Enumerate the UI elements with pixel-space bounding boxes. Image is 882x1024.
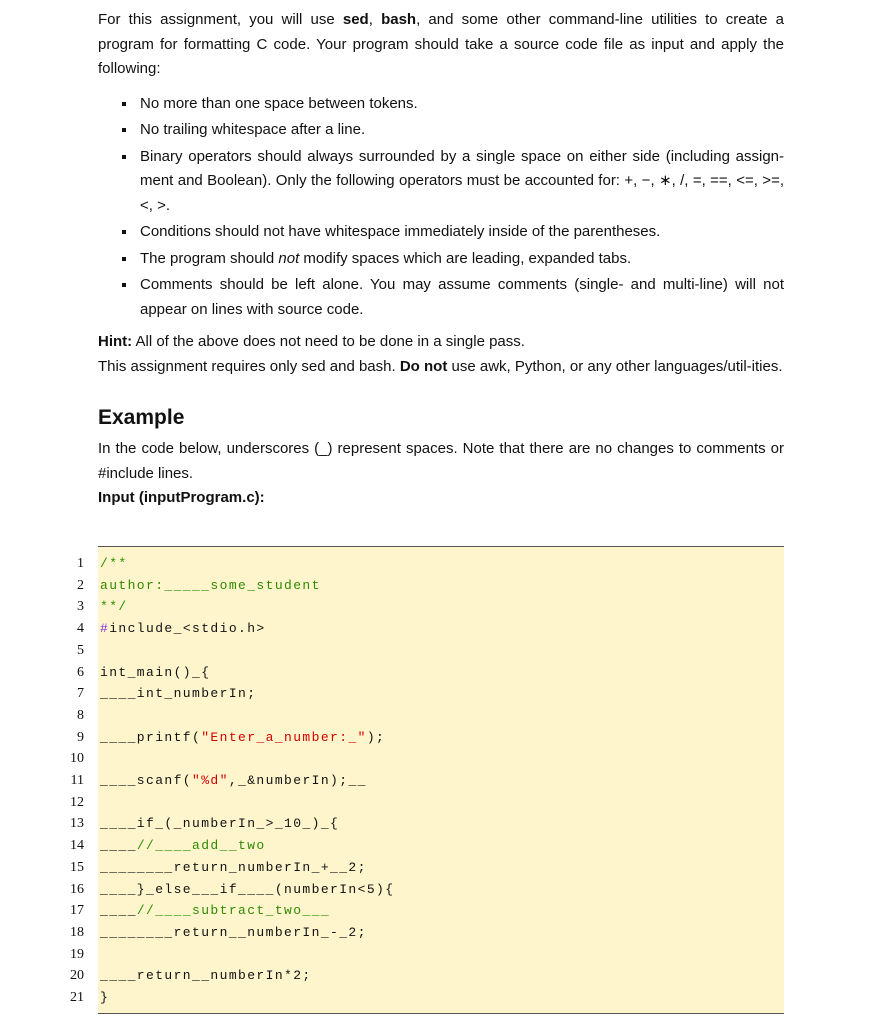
code-token: ____if_(_numberIn_>_10_)_{ xyxy=(100,816,340,832)
code-text xyxy=(100,879,394,901)
code-line xyxy=(77,683,784,705)
list-item: The program should not modify spaces which are leading, expanded tabs. xyxy=(140,247,784,272)
line-number: 1 xyxy=(77,556,84,571)
code-token: /** xyxy=(100,556,128,571)
code-token: ________return__numberIn_-_2; xyxy=(100,924,367,940)
code-line xyxy=(70,965,784,987)
code-token: ____ xyxy=(100,838,137,854)
line-number: 10 xyxy=(70,751,84,767)
code-token: "%d" xyxy=(192,773,229,788)
code-line xyxy=(70,900,784,922)
code-line xyxy=(77,596,784,618)
line-number: 6 xyxy=(77,664,84,680)
list-item: No more than one space between tokens. xyxy=(140,92,784,117)
example-heading: Example xyxy=(98,406,185,429)
line-number: 16 xyxy=(70,881,84,897)
code-line xyxy=(77,727,784,749)
code-line xyxy=(70,987,784,1009)
code-text xyxy=(100,575,321,597)
restriction-paragraph: This assignment requires only sed and bash. Do not use awk, Python, or any other languages/util-ities. xyxy=(98,357,783,375)
assignment-document xyxy=(98,8,784,511)
code-token: **/ xyxy=(100,599,128,615)
list-item: Conditions should not have whitespace immediately inside of the parentheses. xyxy=(140,220,784,245)
code-token: ); xyxy=(366,729,386,745)
line-number: 12 xyxy=(70,794,84,810)
code-text xyxy=(100,553,128,575)
line-number: 4 xyxy=(77,621,84,637)
code-token: ____}_else___if____(numberIn<5){ xyxy=(100,881,395,897)
bash-keyword: bash xyxy=(381,11,417,28)
code-line xyxy=(77,640,784,662)
code-line xyxy=(77,662,784,684)
requirements-list xyxy=(98,92,784,323)
line-number: 19 xyxy=(70,946,84,962)
code-text xyxy=(100,857,367,879)
code-line xyxy=(70,748,784,770)
code-text xyxy=(100,965,312,987)
line-number: 21 xyxy=(70,990,84,1005)
code-line xyxy=(70,792,784,814)
hint-paragraph: Hint: All of the above does not need to be done in a single pass. xyxy=(98,333,525,350)
code-line xyxy=(70,857,784,879)
bullet-icon xyxy=(122,283,126,287)
code-text xyxy=(100,596,128,618)
code-token: int_main()_{ xyxy=(100,664,211,680)
code-token: ____ xyxy=(100,903,137,919)
code-line xyxy=(77,618,784,640)
code-token: } xyxy=(100,990,110,1005)
code-token: //____add__two xyxy=(136,838,266,854)
list-item: No trailing whitespace after a line. xyxy=(140,118,784,143)
code-text xyxy=(100,813,339,835)
hint-label: Hint: xyxy=(98,333,133,350)
line-number: 15 xyxy=(70,859,84,875)
code-text xyxy=(100,618,266,640)
code-line xyxy=(70,835,784,857)
code-token: ____printf( xyxy=(100,729,202,745)
code-token: ,_&numberIn);__ xyxy=(228,773,367,788)
code-line xyxy=(70,813,784,835)
code-line xyxy=(70,879,784,901)
bullet-icon xyxy=(122,102,126,106)
bullet-icon xyxy=(122,230,126,234)
intro-paragraph: For this assignment, you will use sed, bash, and some other command-line utilities to create a program for formatting C code. Your program should take a source code file as input and apply the following: xyxy=(98,11,785,77)
line-number: 3 xyxy=(77,599,84,615)
line-number: 8 xyxy=(77,707,84,723)
sed-keyword: sed xyxy=(342,11,369,28)
line-number: 2 xyxy=(77,577,84,593)
list-item: Comments should be left alone. You may assume comments (single- and multi-line) will not appear on lines with source code. xyxy=(140,273,784,322)
code-text xyxy=(100,987,109,1009)
code-text xyxy=(100,727,385,749)
code-token: "Enter_a_number:_" xyxy=(201,729,367,745)
example-description: In the code below, underscores (_) represent spaces. Note that there are no changes to comments or #include lines. xyxy=(98,440,784,482)
code-text xyxy=(100,922,367,944)
code-text xyxy=(100,683,256,705)
code-line xyxy=(70,770,784,792)
code-text xyxy=(100,770,367,792)
line-number: 17 xyxy=(70,903,84,919)
list-item: Binary operators should always surrounded by a single space on either side (including assign-ment and Boolean). Only the following operators must be accounted for: +, −, ∗, /, =, ==, <=, >=, <, >. xyxy=(140,145,784,219)
code-token: ________return_numberIn_+__2; xyxy=(100,859,367,875)
code-line xyxy=(77,575,784,597)
line-number: 9 xyxy=(77,729,84,745)
code-token: //____subtract_two___ xyxy=(136,903,331,919)
line-number: 20 xyxy=(70,968,84,984)
code-token: ____return__numberIn*2; xyxy=(100,968,312,984)
code-token: include_<stdio.h> xyxy=(109,621,266,637)
code-line xyxy=(77,705,784,727)
bullet-icon xyxy=(122,128,126,132)
code-token: ____scanf( xyxy=(100,773,193,788)
code-text xyxy=(100,835,266,857)
input-file-label: Input (inputProgram.c): xyxy=(98,489,265,506)
line-number: 11 xyxy=(70,773,84,788)
bullet-icon xyxy=(122,155,126,159)
bullet-icon xyxy=(122,257,126,261)
line-number: 7 xyxy=(77,686,84,702)
code-line xyxy=(70,944,784,966)
line-number: 18 xyxy=(70,924,84,940)
code-text xyxy=(100,662,210,684)
code-line xyxy=(77,553,784,575)
line-number: 5 xyxy=(77,642,84,658)
line-number: 13 xyxy=(70,816,84,832)
code-token: author:_____some_student xyxy=(100,577,321,593)
code-text xyxy=(100,900,330,922)
code-listing xyxy=(70,546,784,1014)
code-token: ____int_numberIn; xyxy=(100,686,257,702)
code-line xyxy=(70,922,784,944)
line-number: 14 xyxy=(70,838,84,854)
code-token: # xyxy=(100,621,110,637)
